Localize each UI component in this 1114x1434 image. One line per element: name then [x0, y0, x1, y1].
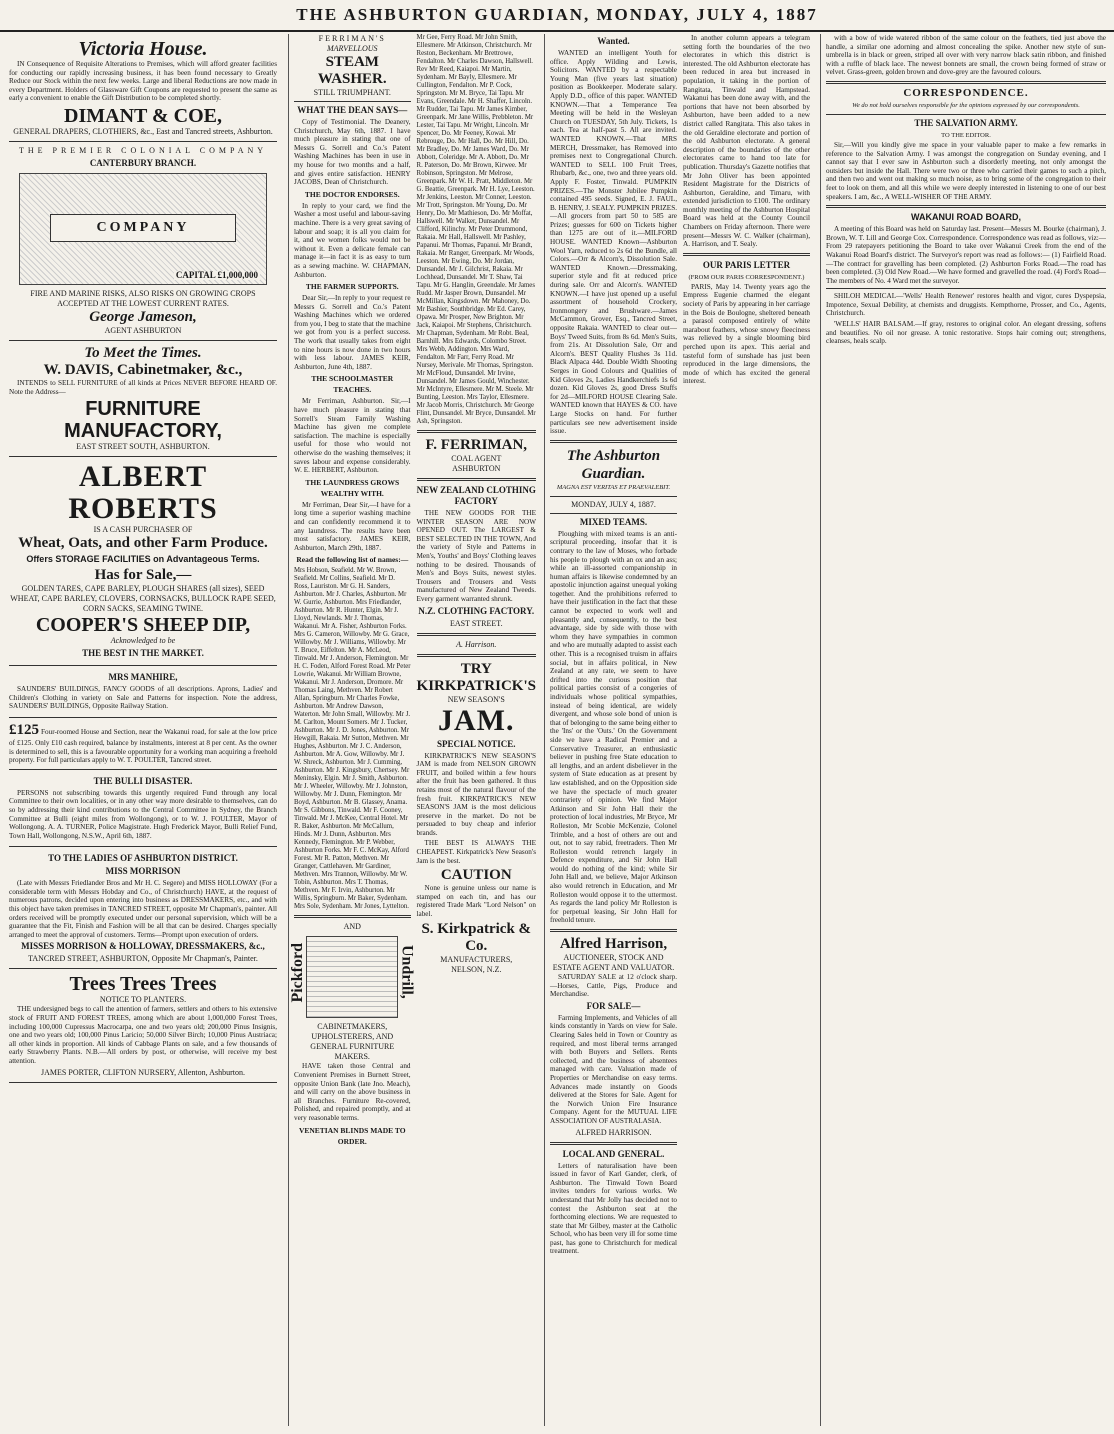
meet-times: To Meet the Times.	[84, 344, 202, 361]
jameson-agent: AGENT ASHBURTON	[104, 325, 182, 335]
editorial-text: Ploughing with mixed teams is an anti-scriptural proceeding, insofar that it is contrary to the law of Moses, who forbade his people to plough with an ox and an ass; while an ill-assorted companionship in human affairs is likewise condemned by an apostolic injunction against unequal yoking together. And the prohibitions referred to have their justification in the fact that these cannot be expected to work well and pleasantly and, consequently, to the best advantage, side by side with those with whom they have sympathies in common and who are mutually adapted to assist each other. This is a recognised truism in affairs social, but in affairs political, in New Zealand at any rate, we seem to have drifted into the curious position that political parties consist of a congeries of individuals whose political sympathies, instead of being identical, are widely divergent, and whose sole bond of union is that of belonging to the same being either to the 'Ins' or the 'Outs.' On the Government side we have a Radical Premier and a Conservative Treasurer, an enthusiastic believer in pushing free State education to all lengths, and an ardent disbeliever in the system of State education as at present by law established, and on the Opposition side we have the spectacle of much greater contrariety of opinion. We find Major Atkinson and Sir John Hall their the protection of local industries, Mr Bryce, Mr Rolleston, Mr Scobie McKenzie, Colonel Trimble, and a host of others are out and out, not to say rabid, freetraders. Then Mr Rolleston would retrench largely in Defence expenditure, and Sir John Hall would do nothing of the kind; while Sir John Hall and, we believe, Major Atkinson also would retrench in Education, and Mr Rolleston would oppose it to the uttermost. As regards the land policy Mr Rolleston is for perpetual leasing, Sir John Hall for freehold tenure.	[550, 529, 677, 925]
walks-text: 'WELLS' HAIR BALSAM.—If gray, restores to original color. An elegant dressing, softens and beautifies. No oil nor grease. A tonic restorative. Stops hair coming out; strengthens, cleanses, heals scalp.	[826, 320, 1106, 346]
nz-clothing-text: THE NEW GOODS FOR THE WINTER SEASON ARE NOW OPENED OUT. The LARGEST & BEST SELECTED IN THE TOWN, And the variety of Style and Patterns in Men's, Youths' and Boys' Clothing leaves nothing to be desired. Thousands of Men's and Boys Suits, newest styles. Trousers and Trousers and Vests manufactured of New Zealand Tweeds. Every garment warranted shrunk.	[416, 509, 536, 603]
still-triumphant: STILL TRIUMPHANT.	[313, 88, 391, 97]
victoria-text: IN Consequence of Requisite Alterations to Premises, which will afford greater facilities for conducting our rapidly increasing business, it has been found necessary to Greatly Reduce our Stock within the next few weeks. Large and liberal Reductions are now made in every Department. Holders of Glassware Gift Coupons are requested to present the same as early a convenient to enable the Gift Distribution to be completed shortly.	[9, 60, 277, 103]
laundress-hd: THE LAUNDRESS GROWS WEALTHY WITH.	[305, 477, 400, 498]
undrill-label: Undrill,	[398, 945, 416, 1000]
wakanui-text: A meeting of this Board was held on Saturday last. Present—Messrs M. Bourke (chairman), J. Brown, W. T. Lill and George Cox. Correspondence. Correspondence was read as follows, viz:—From 29 ratepayers petitioning the Board to take over Wakanui Creek from the end of the Wakanui Road Board's district. The Surveyor's report was read as follows:— (1) Fairfield Road.—The contract for gravelling has been completed. (2) Ashburton Forks Road.—The road has been completed. (3) Old New Road.—We have formed and gravelled the road. (4) Ford's Road—The members of No. 4 Ward met the surveyor.	[826, 225, 1106, 285]
names-list-1: Mrs Hobson, Seafield. Mr W. Brown, Seafield. Mr Collins, Seafield. Mr D. Ross, Lauriston. Mr G. H. Sanders, Ashburton. Mr J. Charles, Ashburton. Mr W. Gurrie, Ashburton. Mrs Friedlander, Ashburton. Mr R. Hunter, Elgin. Mr J. Lloyd, Newlands. Mr J. Thomas, Wakanui. Mr A. Fisher, Ashburton Forks. Mrs G. Cameron, Willowby. Mr G. Grace, Willowby. Mr J. Williams, Willowby. Mr T. Bruce, Eiffelton. Mr A. McLeod, Tinwald. Mr J. Anderson, Flemington. Mr H. C. Foden, Alford Forest Road. Mr Peter Lowrie, Wakanui. Mr William Browne, Wakanui. Mr J. Anderson, Dromore. Mr Thomas Laing, Methven. Mr Robert Allan, Springburn. Mr Charles Fowke, Ashburton. Mr Andrew Dawson, Waterton. Mr John Small, Willowby. Mr J. M. Carlton, Mount Somers. Mr J. Tucker, Ashburton. Mr J. D. Jones, Ashburton. Mr Hewgill, Rakaia. Mr Sutton, Methven. Mr Hughes, Ashburton. Mr J. C. Anderson, Ashburton. Mr A. Gow, Willowby. Mr J. W. Shreck, Ashburton. Mr J. Cumming, Ashburton. Mr J. Kingsbury, Chertsey. Mr Meninsky, Elgin. Mr J. Smith, Ashburton. Mr J. Wheeler, Willowby. Mr J. Johnston, Willowby. Mr J. Dunn, Flemington. Mr Boyd, Ashburton. Mr B. Glassey, Anama. Mr S. Gibbons, Tinwald. Mr F. Cooney, Tinwald. Mr J. McKee, Central Hotel. Mr R. Baker, Ashburton. Mr McCallum, Hinds. Mr J. Dunn, Ashburton. Mrs Kennedy, Flemington. Mr P. Webber, Ashburton Forks. Mr F. C. McKay, Alford Forest. Mr R. Patton, Methven. Mr Granger, Cattlehaven. Mr Gardiner, Methven. Mrs Trannon, Willowby. Mr W. Tobin, Ashburton. Mrs T. Thomas, Methven. Mr F. Irvin, Ashburton. Mr Willis, Springburn. Mr Baker, Sydenham. Mrs Sole, Sydenham. Mr Jones, Lyttelton.	[294, 567, 411, 911]
laundress-text: Mr Ferriman, Dear Sir,—I have for a long time a superior washing machine and can confidently recommend it to any laundress. The results have been most satisfactory. JAMES KEIR, Ashburton, March 29th, 1887.	[294, 500, 411, 552]
paris-letter-hd: OUR PARIS LETTER	[702, 259, 791, 270]
skp-name: S. Kirkpatrick & Co.	[421, 920, 532, 954]
coopers-sub: Acknowledged to be	[110, 636, 176, 646]
insurance-ad	[9, 142, 277, 341]
harrison-text: SATURDAY SALE at 12 o'clock sharp.—Horses, Cattle, Pigs, Produce and Merchandise.	[550, 973, 677, 999]
column-4	[820, 34, 1111, 1426]
jameson-name: George Jameson,	[89, 308, 197, 325]
schoolmaster-text: Mr Ferriman, Ashburton. Sir,—I have much pleasure in stating that Sorrell's Steam Family Washing Machine has given me complete satisfaction. The machine is especially useful for those who would not otherwise do the washing themselves; it saves labour and expense considerably. W. E. HERBERT, Ashburton.	[294, 397, 411, 475]
special-notice: SPECIAL NOTICE.	[437, 738, 516, 749]
manhire-ad	[9, 666, 277, 718]
has-for-sale: Has for Sale,—	[94, 567, 192, 584]
ferriman-town: ASHBURTON	[452, 464, 501, 473]
paper-motto: MAGNA EST VERITAS ET PRAEVALEBIT.	[556, 483, 671, 491]
cash-purchaser: IS A CASH PURCHASER OF	[93, 525, 193, 535]
company-banner: COMPANY	[50, 214, 236, 242]
canterbury-branch: CANTERBURY BRANCH.	[89, 157, 197, 168]
nz-street: EAST STREET.	[449, 618, 503, 628]
farmer-hd: THE FARMER SUPPORTS.	[305, 282, 399, 292]
harrison-sub: AUCTIONEER, STOCK AND ESTATE AGENT AND VALUATOR.	[552, 953, 675, 973]
salvation-hd: THE SALVATION ARMY.	[914, 117, 1018, 128]
morrison-name: MISS MORRISON	[105, 866, 181, 877]
correspondence-hd: CORRESPONDENCE.	[903, 86, 1029, 99]
harrison-signature: ALFRED HARRISON.	[575, 1127, 652, 1137]
wheat-line: Wheat, Oats, and other Farm Produce.	[18, 535, 268, 552]
column-2-split	[289, 34, 536, 1149]
pickford-ad	[289, 922, 416, 1022]
harrison-name: Alfred Harrison,	[559, 936, 668, 953]
cabinetmakers-text: HAVE taken those Central and Convenient Premises in Burnett Street, opposite Union Bank (late Jno. Meach), and will carry on the above business in all Branches. Furniture Re-covered, Polished, and repaired promptly, and at very reasonable terms.	[294, 1062, 411, 1122]
salvation-text: Sir,—Will you kindly give me space in your valuable paper to make a few remarks in reference to the Salvation Army. I was amongst the congregation on Sunday evening, and I cannot say that I ever saw in Ashburton such a disorderly meeting, not only amongst the outsiders but inside the Hall. There were two or three who carried their games to such a pitch, and then two and went out making so much noise, as to bring some of the congregation to their feet to look on them, and all this while we were deeply interested in listening to one of our best speakers. I am, &c., A WELL-WISHER OF THE ARMY.	[826, 140, 1106, 201]
names-continued	[417, 34, 536, 1149]
news-text: In another column appears a telegram setting forth the boundaries of the two electorates in which this district is interested. The old Ashburton electorate has been reduced in area but increased in population, it taking in the portion of Rangitata, Tinwald and Hampstead. Wakanui has been done away with, and the portions that have not been absorbed by Ashburton, have been added to a new district called Rangitata. This also takes in the old Geraldine electorate and portion of the old Ashburton electorate. A general description of the boundaries of the other electorates came to hand too late for publication. Thursday's Gazette notifies that Mr John Oliver has been appointed Resident Magistrate for the Districts of Ashburton, Geraldine, and Timaru, with extended jurisdiction to £100. The ordinary monthly meeting of the Ashburton Hospital Board was held at the County Council Chambers on Friday afternoon. There were present—Messrs W. C. Walker (chairman), A. Harrison, and T. Sealy.	[683, 34, 810, 249]
house-text: Four-roomed House and Section, near the Wakanui road, for sale at the low price of £125. Only £10 cash required, balance by instalments, interest at 8 per cent. As the owner is determined to sell, this is a favourable opportunity for a working man acquiring a freehold property. For full particulars apply to W. T. POULTER, Tancred street.	[9, 727, 277, 765]
wanted-text: WANTED an intelligent Youth for office. Apply Wilding and Lewis, Solicitors. WANTED by a respectable Young Man (five years last situation) position as Bookkeeper. Moderate salary. Apply D.D., office of this paper. WANTED KNOWN.—That a Temperance Tea Meeting will be held in the Wesleyan Church on TUESDAY, 5th July. Tickets, 1s each. Tea at half-past 5. All are invited. WANTED KNOWN.—That MRS MERCH, Dressmaker, has Removed into premises next to Congregational Church. WANTED to SELL 100 Fruit Trees, Rhubarb, &c., one, two and three years old. Apply F. Foster, Tinwald. PUMPKIN PRIZES.—The Monster Jubilee Pumpkin contained 495 seeds. Signed, E. J. FAUL, B. HENRY, J. SEALY. PUMPKIN PRIZES.—All grocers from part 50 to 585 are Prizes; guesses for 600 on Tickets higher than 1275 are out of it.—MILFORD HOUSE. WANTED Known—Ashburton Wool Yarn, reduced to 2s 6d the Bundle, all Colors.—Orr & Alcorn's, Dissolution Sale. WANTED Known.—Dressmaking, superior style and fit at reduced price during sale. Orr and Alcorn's. WANTED KNOWN.—I have just opened up a useful assortment of household Crockery, Ironmongery and Brushware.—James McCammon, Grover, Esq., Tancred Street, opposite Rakaia. WANTED to clear out—Boys' Tweed Suits, from 8s 6d. Men's Suits, from 21s. At Dissolution Sale, Orr and Alcorn's. BEST Quality Flushes 3s 11d. Black Alpaca 44d. Double Width Shooting Serges in Good Colours and Qualities of Kid Gloves 2s, Ladies Handkerchiefs 1s 6d dozen. Kid Gloves 2s, good Dress Stuffs for 2d—MILFORD HOUSE Clearing Sale. WANTED known that HAYES & CO. have Large Stocks on hand. For further particulars see new advertisement inside issue.	[550, 49, 677, 436]
victoria-house-ad	[9, 34, 277, 142]
coal-agent: COAL AGENT	[451, 454, 502, 463]
caution-text: None is genuine unless our name is stamped on each tin, and has our registered Trade Mark "Lord Nelson" on label.	[416, 884, 536, 919]
capital-label: CAPITAL £1,000,000	[175, 270, 258, 281]
coopers-dip: COOPER'S SHEEP DIP,	[35, 614, 251, 637]
kirkpatrick-label: KIRKPATRICK'S	[416, 677, 536, 694]
farmer-text: Dear Sir,—In reply to your request re Messrs G. Sorrell and Co.'s Patent Washing Machines which we ordered from you, I beg to state that the machine we got from you is a perfect success. The work that usually takes from eight to nine hours is now done in two hours with less labour. JAMES KEIR, Ashburton, June 4th, 1887.	[294, 294, 411, 371]
planters-notice: NOTICE TO PLANTERS.	[99, 995, 187, 1005]
misses-address: TANCRED STREET, ASHBURTON, Opposite Mr Chapman's, Painter.	[28, 954, 258, 964]
ferriman-ad	[289, 34, 416, 1149]
paper-date: MONDAY, JULY 4, 1887.	[571, 499, 656, 509]
column-3	[544, 34, 815, 1426]
to-editor: TO THE EDITOR.	[941, 131, 991, 139]
wanted-column	[550, 34, 677, 1258]
house-sale-ad	[9, 718, 277, 770]
steam-washer: STEAM WASHER.	[317, 54, 387, 87]
marvellous-label: MARVELLOUS	[327, 44, 378, 53]
harrison-small: A. Harrison.	[456, 639, 497, 649]
roberts-ad	[9, 457, 277, 666]
wakanui-hd: WAKANUI ROAD BOARD,	[911, 212, 1021, 223]
company-engraving	[19, 173, 267, 285]
victoria-title: Victoria House.	[78, 38, 208, 60]
chair-engraving	[306, 936, 398, 1018]
nz-clothing: NEW ZEALAND CLOTHING FACTORY	[416, 485, 536, 506]
quack-text: SHILOH MEDICAL—'Wells' Health Renewer' restores health and vigor, cures Dyspepsia, Impotence, Sexual Debility, at chemists and druggists. Kempthorne, Prosser, and Co., Agents, Christchurch.	[826, 292, 1106, 318]
davis-address: EAST STREET SOUTH, ASHBURTON.	[76, 442, 210, 452]
local-general-hd: LOCAL AND GENERAL.	[562, 1148, 665, 1159]
porter-signature: JAMES PORTER, CLIFTON NURSERY, Allenton, Ashburton.	[41, 1067, 245, 1077]
col4-top-text: with a bow of wide watered ribbon of the same colour on the feathers, tied just above the handle, a similar one adorning and almost concealing the spike. Another new style of sun-umbrella is in black or green, striped all over with very narrow black satin ribbon, and finished with a ruffle of black lace. The newest bonnets are small, the crown being formed of straw or velvet. Grass-green, golden brown and dove-grey are the favoured colours.	[826, 34, 1106, 77]
cabinetmakers-line: CABINETMAKERS, UPHOLSTERERS, AND GENERAL FURNITURE MAKERS.	[310, 1022, 395, 1062]
furniture-factory: FURNITURE MANUFACTORY,	[64, 398, 222, 443]
dean-says: WHAT THE DEAN SAYS—	[297, 105, 408, 115]
dean-text: Copy of Testimonial. The Deanery, Christchurch, May 6th, 1887. I have much pleasure in stating that one of Messrs G. Sorrell and Co.'s Patent Washing Machines has been in use in my house for two months and a half, and gives entire satisfaction. HENRY JACOBS, Dean of Christchurch.	[294, 118, 411, 187]
ferriman-label: FERRIMAN'S	[318, 34, 386, 43]
wanted-hd: Wanted.	[597, 36, 630, 46]
dressmakers-ad	[9, 847, 277, 969]
bulli-text: PERSONS not subscribing towards this urgently required Fund through any local Committee to their own localities, or in any other way more desirable to themselves, can do so by addressing their kind contributions to the Central Committee in Sydney, the Branch Committee at Bulli (eight miles from Wollongong), or to W. J. FOULTER, Mayor of Wollongong. A. A. TURNER, Police Magistrate. Hugh Frederick Mayor, Bulli Relief Fund, Town Hall, Wollongong, N.S.W., April 6th, 1887.	[9, 788, 277, 840]
local-general-text: Letters of naturalisation have been issued in favor of Karl Gander, clerk, of Ashburton. The Tinwald Town Board invites tenders for various works. We understand that Mr Jolly has decided not to contest the Ashburton seat at the forthcoming elections. We are requested to state that Mr Gilbey, master at the Catholic School, who has been very ill for some time past, has gone to Christchurch for medical treatment.	[550, 1161, 677, 1256]
names-list-2: Mr Gee, Ferry Road. Mr John Smith, Ellesmere. Mr Atkinson, Christchurch. Mr Reston, Beckenham. Mr Brettrowe, Fendalton. Mr Charles Dawson, Hallswell. Rev Mr Reed, Kaiapoi. Mr Martin, Sydenham. Mr Bayly, Ellesmere. Mr Cullington, Fendalton. Mr P. Cock, Springston. Mr M. Bryce, Tai Tapu. Mr Evans, Greendale. Mr H. Shaffer, Lincoln. Mr Rudder, Tai Tapu. Mr James Kimber, Greenpark. Mr Jane Willis, Prebbleton. Mr Lester, Tai Tapu. Mr Wright, Lincoln. Mr Spencer, Do. Mr Feeney, Kowai. Mr Rebrouge, Do. Mr Hall, Do. Mr Hill, Do. Mr Bradley, Do. Mr James Ward, Do. Mr Abbott, Coleridge. Mr A. Abbott, Do. Mr R. Paterson, Do. Mr Brown, Kirwee. Mr Robinson, Springston. Mr Melrose, Greenpark. Mr W. H. Pratt, Middleton. Mr G. Beattie, Greenpark. Mr H. Lye, Leeston. Mr Jenkins, Leeston. Mr Conner, Leeston. Mr Trott, Springston. Mr Young, Do. Mr Henry, Do. Mr Mathieson, Do. Mr Moffat, Hallswell. Mr Walker, Dunsandel. Mr Clifford, Kilinchy. Mr Peter Drummond, Rakaia. Mr Hall, Hallswell. Mr Pashley, Papanui. Mr Thomas, Papanui. Mr Brandt, Rakaia. Mr Ranger, Greenpark. Mr Woods, Leeston. Mr Ewing, Do. Mr Jordan, Dunsandel. Mr J. Gilchrist, Rakaia. Mr Lochhead, Dunsandel. Mr T. Shaw, Tai Tapu. Mr G. Hanglin, Greendale. Mr James Rudd. Mr Jasper Brown, Dunsandel. Mr McMillan, Kingsdown. Mr Mahoney, Do. Mr Bashier, Southbridge. Mr Ed. Carey, Opawa. Mr Prosper, New Brighton. Mr Jack, Kaiapoi. Mr Stephens, Christchurch. Mr Chapman, Sydenham. Mr Robt. Beal, Barnhill. Mrs Edwards, Colombo Street. Mrs Webb, Addington. Mrs Ward, Fendalton. Mr Farr, Ferry Road. Mr Nursey, Merivale. Mr Thomas, Springston. Mr McFloud, Dunsandel. Mr Irvine, Dunsandel. Mr James Gould, Winchester. Mr McIntyre, Ellesmere. Mr M. Steele. Mr Bunting, Leeston. Mrs Taylor, Ellesmere. Mr Jacob Morris, Christchurch. Mr George Flint, Dunsandel. Mr Bryce, Dunsandel. Mr Ash, Springston.	[416, 34, 536, 425]
dimant-title: DIMANT & COE,	[64, 104, 222, 127]
paris-letter-text: PARIS, May 14. Twenty years ago the Empress Eugenie charmed the elegant society of Paris by appearing in her carriage in the Bois de Boulogne, sheltered beneath a parasol composed entirely of white marabout feathers, whose snowy fleeciness was relieved by a single blooming bird perched upon its apex. This aerial and tasteful form of sunshade has just been reproduced in the large dimensions, the mode of which has excited the general interest.	[683, 282, 810, 386]
caution-label: CAUTION	[440, 867, 512, 884]
roberts-name: ALBERT ROBERTS	[68, 460, 218, 526]
masthead-title: THE ASHBURTON GUARDIAN, MONDAY, JULY 4, 1887	[296, 5, 818, 24]
column-2	[288, 34, 541, 1426]
trees-text: THE undersigned begs to call the attention of farmers, settlers and others to his extensive stock of FRUIT AND FOREST TREES, among which are about 1,000,000 Forest Trees, including 100,000 Cupressus Macrocarpa, one and two years old; 200,000 Pinus Insignis, one and two years old; 100,000 Pinus Laricio; 50,000 Silver Birch; 10,000 Pinus Austriaca; all other kinds in proportion. All kinds of Cabbage Plants on sale, and a few thousands of early Strawberry Plants. N.B.—All orders by post, or otherwise, will receive my best attention.	[9, 1005, 277, 1065]
has-for-sale-text: GOLDEN TARES, CAPE BARLEY, PLOUGH SHARES (all sizes), SEED WHEAT, CAPE BARLEY, CLOVERS, CORNSACKS, BULLOCK RAPE SEED, CORN SACKS, SEAMING TWINE.	[10, 584, 276, 614]
column-3-split	[550, 34, 810, 1258]
trees-title: Trees Trees Trees	[69, 973, 217, 996]
forsale-text: Farming Implements, and Vehicles of all kinds constantly in Yards on view for Sale. Clearing Sales held in Town or Country as required, and most liberal terms arranged with both Buyers and Sellers. Rents collected, and the business of absentees managed with care. Valuation made of Properties or Merchandise on easy terms. Advances made instantly on Goods delivered at the Stores for Sale. Agent for the Norwich Union Fire Insurance Company. Agent for the MUTUAL LIFE ASSOCIATION OF AUSTRALASIA.	[550, 1013, 677, 1125]
best-cheapest: THE BEST IS ALWAYS THE CHEAPEST. Kirkpatrick's New Season's Jam is the best.	[416, 839, 536, 865]
paper-nameplate: The Ashburton Guardian.	[566, 447, 661, 482]
davis-text: INTENDS to SELL FURNITURE of all kinds at Prices NEVER BEFORE HEARD OF. Note the Address—	[9, 378, 277, 396]
manufacturers-label: MANUFACTURERS,	[440, 954, 513, 964]
davis-ad	[9, 341, 277, 457]
nz-factory: N.Z. CLOTHING FACTORY.	[418, 605, 535, 616]
new-season-label: NEW SEASON'S	[447, 694, 505, 704]
manhire-text: SAUNDERS' BUILDINGS, FANCY GOODS of all descriptions. Aprons, Ladies' and Children's Clothing in variety on Sale and Patterns for inspection. Note the address, SAUNDERS' BUILDINGS, Opposite Railway Station.	[9, 685, 277, 711]
and-label: AND	[343, 922, 361, 932]
try-label: TRY	[460, 660, 492, 677]
doctor-hd: THE DOCTOR ENDORSES.	[304, 189, 400, 199]
ladies-title: TO THE LADIES OF ASHBURTON DISTRICT.	[48, 853, 238, 864]
jam-label: JAM.	[438, 703, 515, 737]
column-1	[4, 34, 282, 1426]
masthead	[0, 0, 1114, 32]
doctor-text: In reply to your card, we find the Washer a most useful and labour-saving machine. There is a very great saving of labour and soap; it is all you claim for it, and we women folks would not be without it. Even a delicate female can manage it—in fact it is as easy to turn as a sewing machine. W. CHAPMAN, Ashburton.	[294, 201, 411, 279]
mixed-teams-hd: MIXED TEAMS.	[579, 516, 648, 527]
pickford-label: Pickford	[289, 942, 306, 1003]
misses-title: MISSES MORRISON & HOLLOWAY, DRESSMAKERS, &c.,	[21, 941, 265, 952]
paris-letter-sub: (FROM OUR PARIS CORRESPONDENT.)	[688, 273, 805, 281]
house-price: £125	[9, 721, 39, 738]
fire-risks: FIRE AND MARINE RISKS, ALSO RISKS ON GROWING CROPS ACCEPTED AT THE LOWEST CURRENT RATES.	[30, 288, 256, 308]
morrison-text: (Late with Messrs Friedlander Bros and Mr H. C. Segere) and MISS HOLLOWAY (For a considerable term with Messrs Hobday and Co., of Christchurch) HAVE, at the request of numerous patrons, decided upon entering into business as DRESSMAKERS, etc., and with this object have taken premises in TANCRED STREET, opposite Mr Chapman's, painter. All orders received will be promptly executed under our personal supervision, which will be a guarantee that the Fit, Finish and Fashion will be all that can be desired. Charges specially arranged to meet the approval of customers. Terms—Prompt upon execution of orders.	[9, 879, 277, 939]
schoolmaster-hd: THE SCHOOLMASTER TEACHES.	[311, 374, 394, 395]
coopers-best: THE BEST IN THE MARKET.	[82, 648, 204, 659]
ferriman-big: F. FERRIMAN,	[425, 437, 528, 453]
dimant-sub: GENERAL DRAPERS, CLOTHIERS, &c., East and Tancred streets, Ashburton.	[13, 126, 273, 136]
trees-ad	[9, 969, 277, 1082]
names-hd: Read the following list of names:—	[296, 555, 409, 565]
storage-line: Offers STORAGE FACILITIES on Advantageous Terms.	[26, 554, 260, 565]
nelson-label: NELSON, N.Z.	[451, 964, 502, 974]
venetian-line: VENETIAN BLINDS MADE TO ORDER.	[298, 1125, 406, 1146]
correspondence-sub: We do not hold ourselves responsible for the opinions expressed by our correspondents.	[852, 101, 1080, 109]
forsale-hd: FOR SALE—	[586, 1000, 641, 1011]
premier-line: THE PREMIER COLONIAL COMPANY	[18, 145, 268, 155]
special-text: KIRKPATRICK'S NEW SEASON'S JAM is made from NELSON GROWN FRUIT, and boiled within a few hours after the fruit has been gathered. It thus retains most of the natural flavour of the fresh fruit. KIRKPATRICK'S NEW SEASON'S JAM is the most delicious preserve in the market. Do not be persuaded to buy cheap and inferior brands.	[416, 751, 536, 837]
bulli-ad	[9, 770, 277, 848]
news-column	[683, 34, 810, 1258]
manhire-name: MRS MANHIRE,	[108, 672, 178, 683]
davis-name: W. DAVIS, Cabinetmaker, &c.,	[43, 361, 243, 378]
bulli-title: THE BULLI DISASTER.	[93, 775, 193, 786]
